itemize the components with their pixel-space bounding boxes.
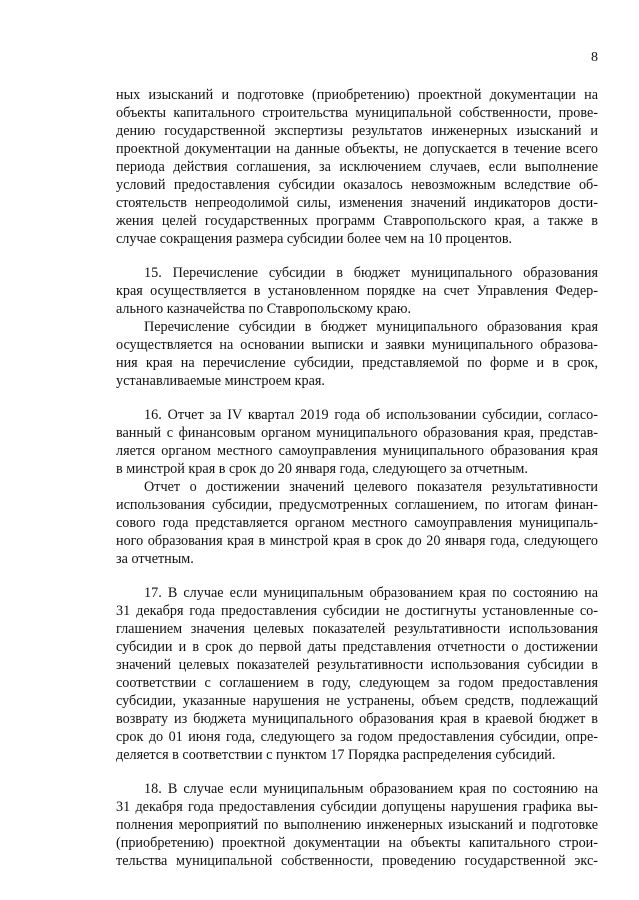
page-number: 8 bbox=[591, 50, 598, 65]
text-line: субсидии и в срок до первой даты представления отчетности о достижении bbox=[116, 639, 598, 655]
text-line: ального казначейства по Ставропольскому краю. bbox=[116, 301, 411, 317]
text-line: значений целевых показателей результативности использования субсидии в bbox=[116, 657, 598, 673]
text-line: Перечисление субсидии в бюджет муниципального образования края bbox=[144, 319, 598, 335]
text-line: 15. Перечисление субсидии в бюджет муниципального образования bbox=[144, 265, 598, 281]
text-line: края осуществляется в установленном порядке на счет Управления Федер- bbox=[116, 283, 598, 299]
text-line: глашением значения целевых показателей результативности использования bbox=[116, 621, 598, 637]
text-line: (приобретению) проектной документации на объекты капитального строи- bbox=[116, 835, 598, 851]
text-line: условий предоставления субсидии оказалось невозможным вследствие об- bbox=[116, 177, 598, 193]
text-line: срок до 01 июня года, следующего за годом предоставления субсидии, опре- bbox=[116, 729, 598, 745]
text-line: ванный с финансовым органом муниципального образования края, представ- bbox=[116, 425, 598, 441]
text-line: дению государственной экспертизы результатов инженерных изысканий и bbox=[116, 123, 598, 139]
text-line: в минстрой края в срок до 20 января года, следующего за отчетным. bbox=[116, 461, 528, 477]
text-line: за отчетным. bbox=[116, 551, 194, 567]
text-line: устанавливаемые минстроем края. bbox=[116, 373, 325, 389]
text-line: тельства муниципальной собственности, проведению государственной экс- bbox=[116, 853, 598, 869]
text-line: проектной документации на данные объекты, не допускается в течение всего bbox=[116, 141, 598, 157]
text-line: осуществляется на основании выписки и заявки муниципального образова- bbox=[116, 337, 598, 353]
text-line: ных изысканий и подготовке (приобретению) проектной документации на bbox=[116, 87, 598, 103]
text-line: случае сокращения размера субсидии более чем на 10 процентов. bbox=[116, 231, 513, 247]
text-line: полнения мероприятий по выполнению инженерных изысканий и подготовке bbox=[116, 817, 598, 833]
text-line: объекты капитального строительства муниципальной собственности, прове- bbox=[116, 105, 598, 121]
text-line: деляется в соответствии с пунктом 17 Порядка распределения субсидий. bbox=[116, 747, 556, 763]
text-line: сового года представляется органом местного самоуправления муниципаль- bbox=[116, 515, 598, 531]
text-line: ного образования края в минстрой края в срок до 20 января года, следующего bbox=[116, 533, 598, 549]
text-line: ния края на перечисление субсидии, представляемой по форме и в срок, bbox=[116, 355, 598, 371]
text-line: периода действия соглашения, за исключением случаев, если выполнение bbox=[116, 159, 598, 175]
text-line: использования субсидии, предусмотренных соглашением, по итогам финан- bbox=[116, 497, 598, 513]
text-line: 18. В случае если муниципальным образованием края по состоянию на bbox=[144, 781, 598, 797]
text-line: соответствии с соглашением в году, следующем за годом предоставления bbox=[116, 675, 598, 691]
text-line: возврату из бюджета муниципального образования края в краевой бюджет в bbox=[116, 711, 598, 727]
text-line: ляется органом местного самоуправления муниципального образования края bbox=[116, 443, 598, 459]
text-line: 31 декабря года предоставления субсидии не достигнуты установленные со- bbox=[116, 603, 598, 619]
text-line: субсидии, указанные нарушения не устранены, объем средств, подлежащий bbox=[116, 693, 598, 709]
text-line: 16. Отчет за IV квартал 2019 года об использовании субсидии, согласо- bbox=[144, 407, 598, 423]
text-line: Отчет о достижении значений целевого показателя результативности bbox=[144, 479, 598, 495]
text-line: 17. В случае если муниципальным образованием края по состоянию на bbox=[144, 585, 598, 601]
text-line: жения целей государственных программ Ставропольского края, а также в bbox=[116, 213, 598, 229]
text-line: 31 декабря года предоставления субсидии допущены нарушения графика вы- bbox=[116, 799, 598, 815]
text-line: стоятельств непреодолимой силы, изменения значений индикаторов дости- bbox=[116, 195, 598, 211]
